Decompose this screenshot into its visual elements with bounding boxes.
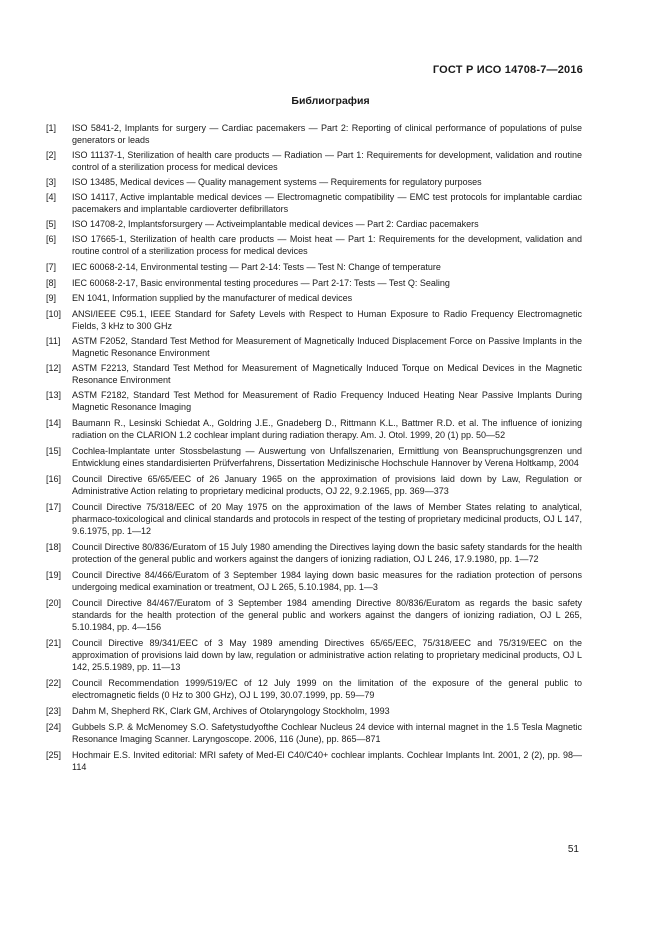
bibliography-entry [46, 149, 582, 173]
entry-text: Dahm M, Shepherd RK, Clark GM, Archives of Otolaryngology Stockholm, 1993 [72, 706, 390, 716]
entry-text: Baumann R., Lesinski Schiedat A., Goldring J.E., Gnadeberg D., Rittmann K.L., Battmer R.D. et al. The influence of ionizing radiation on the CLARION 1.2 cochlear implant during radiation therapy. Am. J. Otol. 1999, 20 (1) pp. 50—52 [72, 418, 582, 440]
bibliography-entry [46, 677, 582, 701]
entry-number: [3] [46, 177, 57, 187]
entry-number: [2] [46, 150, 57, 160]
bibliography-entry [46, 122, 582, 146]
entry-number: [21] [46, 638, 62, 648]
bibliography-list [46, 122, 582, 773]
entry-number: [15] [46, 446, 62, 456]
entry-number: [4] [46, 192, 57, 202]
entry-text: EN 1041, Information supplied by the manufacturer of medical devices [72, 293, 353, 303]
entry-text: Council Directive 89/341/EEC of 3 May 1989 amending Directives 65/65/EEC, 75/318/EEC and 75/319/EEC on the approximation of provisions laid down by law, regulation or administrative action relating to proprietary medicinal products, OJ L 142, 25.5.1989, pp. 11—13 [72, 638, 582, 672]
bibliography-entry [46, 721, 582, 745]
entry-text: ASTM F2182, Standard Test Method for Measurement of Radio Frequency Induced Heating Near Passive Implants During Magnetic Resonance Imaging [72, 390, 582, 412]
entry-text: Gubbels S.P. & McMenomey S.O. Safetystudyofthe Cochlear Nucleus 24 device with internal magnet in the 1.5 Tesla Magnetic Resonance Imaging Scanner. Laryngoscope. 2006, 116 (June), pp. 865—871 [72, 722, 582, 744]
entry-number: [13] [46, 390, 62, 400]
bibliography-entry [46, 569, 582, 593]
bibliography-entry [46, 176, 582, 188]
entry-number: [24] [46, 722, 62, 732]
bibliography-entry [46, 362, 582, 386]
document-id-header: ГОСТ Р ИСО 14708-7—2016 [432, 64, 583, 76]
entry-number: [17] [46, 502, 62, 512]
bibliography-entry [46, 417, 582, 441]
section-title: Библиография [291, 95, 370, 107]
entry-text: Council Directive 84/466/Euratom of 3 September 1984 laying down basic measures for the radiation protection of persons undergoing medical examination or treatment, OJ L 265, 5.10.1984, pp. 1—3 [72, 570, 582, 592]
entry-text: Council Recommendation 1999/519/EC of 12 July 1999 on the limitation of the exposure of the general public to electromagnetic fields (0 Hz to 300 GHz), OJ L 199, 30.07.1999, pp. 59—79 [72, 678, 582, 700]
entry-number: [10] [46, 309, 62, 319]
bibliography-entry [46, 191, 582, 215]
bibliography-entry [46, 749, 582, 773]
entry-number: [1] [46, 123, 57, 133]
entry-text: ANSI/IEEE C95.1, IEEE Standard for Safety Levels with Respect to Human Exposure to Radio Frequency Electromagnetic Fields, 3 kHz to 300 GHz [72, 309, 582, 331]
entry-text: Council Directive 84/467/Euratom of 3 September 1984 amending Directive 80/836/Euratom as regards the basic safety standards for the health protection of the general public and workers against the dangers of ionizing radiation, OJ L 265, 5.10.1984, pp. 4—156 [72, 598, 582, 632]
entry-text: Council Directive 65/65/EEC of 26 January 1965 on the approximation of provisions laid down by Law, Regulation or Administrative Action relating to proprietary medicinal products, OJ 22, 9.2.1965, pp. 369—373 [72, 474, 582, 496]
bibliography-entry [46, 335, 582, 359]
entry-number: [14] [46, 418, 62, 428]
bibliography-entry [46, 308, 582, 332]
entry-number: [23] [46, 706, 62, 716]
bibliography-entry [46, 389, 582, 413]
bibliography-entry [46, 233, 582, 257]
bibliography-entry [46, 541, 582, 565]
entry-number: [5] [46, 219, 57, 229]
bibliography-entry [46, 261, 582, 273]
entry-text: ISO 13485, Medical devices — Quality management systems — Requirements for regulatory purposes [72, 177, 482, 187]
entry-number: [19] [46, 570, 62, 580]
entry-number: [18] [46, 542, 62, 552]
bibliography-entry [46, 501, 582, 537]
entry-number: [11] [46, 336, 61, 346]
bibliography-entry [46, 597, 582, 633]
bibliography-entry [46, 445, 582, 469]
entry-text: ISO 11137-1, Sterilization of health care products — Radiation — Part 1: Requirements for development, validation and routine control of a sterilization process for medical devices [72, 150, 582, 172]
entry-text: ASTM F2052, Standard Test Method for Measurement of Magnetically Induced Displacement Force on Passive Implants in the Magnetic Resonance Environment [72, 336, 582, 358]
entry-text: IEC 60068-2-17, Basic environmental testing procedures — Part 2-17: Tests — Test Q: Sealing [72, 278, 450, 288]
entry-text: IEC 60068-2-14, Environmental testing — Part 2-14: Tests — Test N: Change of temperature [72, 262, 441, 272]
entry-text: Hochmair E.S. Invited editorial: MRI safety of Med-El C40/C40+ cochlear implants. Cochlear Implants Int. 2001, 2 (2), pp. 98—114 [72, 750, 582, 772]
entry-number: [12] [46, 363, 62, 373]
entry-number: [20] [46, 598, 62, 608]
page-number: 51 [567, 844, 579, 855]
entry-number: [22] [46, 678, 62, 688]
entry-text: Council Directive 80/836/Euratom of 15 July 1980 amending the Directives laying down the basic safety standards for the health protection of the general public and workers against the dangers of ionizing radiation, OJ L 246, 17.9.1980, pp. 1—72 [72, 542, 582, 564]
entry-text: ISO 17665-1, Sterilization of health care products — Moist heat — Part 1: Requirements for the development, validation and routine control of a sterilization process for medical devices [72, 234, 582, 256]
entry-text: Council Directive 75/318/EEC of 20 May 1975 on the approximation of the laws of Member States relating to analytical, pharmaco-toxicological and clinical standards and protocols in respect of the testing of proprietary medicinal products, OJ L 147, 9.6.1975, pp. 1—12 [72, 502, 582, 536]
entry-number: [9] [46, 293, 57, 303]
bibliography-entry [46, 292, 582, 304]
bibliography-entry [46, 473, 582, 497]
entry-text: ASTM F2213, Standard Test Method for Measurement of Magnetically Induced Torque on Medical Devices in the Magnetic Resonance Environment [72, 363, 582, 385]
entry-text: Cochlea-Implantate unter Stossbelastung — Auswertung von Unfallszenarien, Ermittlung von Beanspruchungsgrenzen und Entwicklung eines standardisierten Prüfverfahrens, Dissertation Medizinische Hochschule Hannover by Verena Holtkamp, 2004 [72, 446, 582, 468]
bibliography-entry [46, 705, 582, 717]
entry-number: [16] [46, 474, 62, 484]
entry-text: ISO 5841-2, Implants for surgery — Cardiac pacemakers — Part 2: Reporting of clinical performance of populations of pulse generators or leads [72, 123, 582, 145]
entry-number: [6] [46, 234, 57, 244]
bibliography-entry [46, 218, 582, 230]
entry-text: ISO 14708-2, Implantsforsurgery — Activeimplantable medical devices — Part 2: Cardiac pacemakers [72, 219, 479, 229]
entry-number: [7] [46, 262, 57, 272]
bibliography-entry [46, 637, 582, 673]
entry-number: [8] [46, 278, 57, 288]
bibliography-entry [46, 277, 582, 289]
entry-text: ISO 14117, Active implantable medical devices — Electromagnetic compatibility — EMC test protocols for implantable cardiac pacemakers and implantable cardioverter defibrillators [72, 192, 582, 214]
entry-number: [25] [46, 750, 62, 760]
